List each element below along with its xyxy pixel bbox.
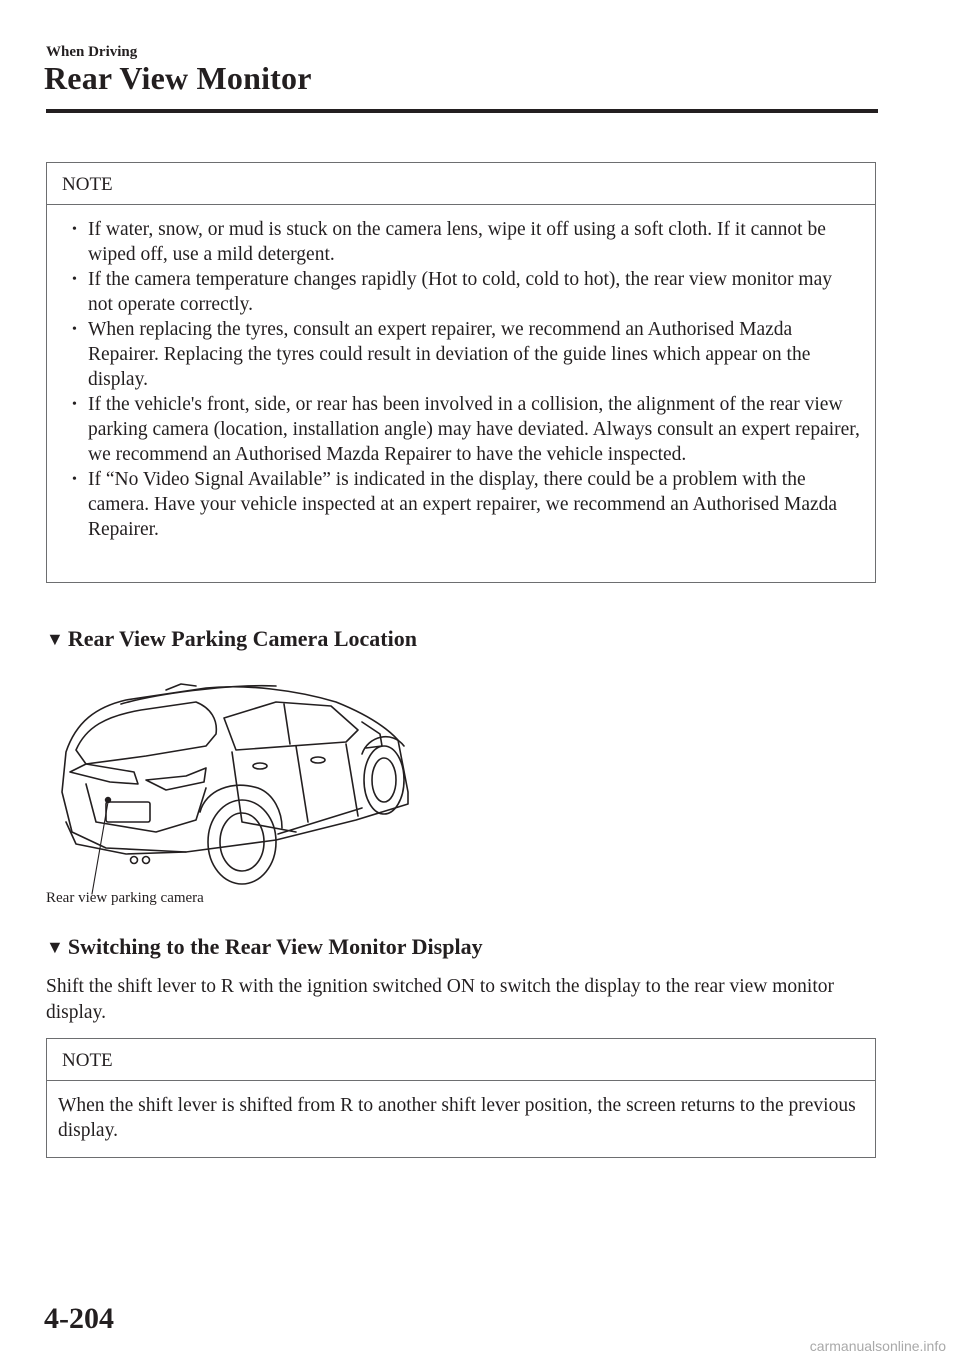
note-box-2 xyxy=(46,1038,876,1158)
car-illustration xyxy=(46,672,426,912)
note-label: NOTE xyxy=(47,163,875,205)
down-triangle-icon: ▼ xyxy=(46,937,64,957)
section-label: When Driving xyxy=(46,44,138,60)
switching-instructions: Shift the shift lever to R with the ignition switched ON to switch the display to the rear view monitor display. xyxy=(46,976,834,1023)
note-item: • When replacing the tyres, consult an expert repairer, we recommend an Authorised Mazda Repairer. Replacing the tyres could result in deviation of the guide lines which appear on the display. xyxy=(61,317,861,392)
note-label: NOTE xyxy=(47,1039,875,1081)
watermark: carmanualsonline.info xyxy=(809,1338,946,1354)
note-item: • If the vehicle's front, side, or rear has been involved in a collision, the alignment of the rear view parking camera (location, installation angle) may have deviated. Always consult an expert repairer, we recommend an Authorised Mazda Repairer to have the vehicle inspected. xyxy=(61,392,861,467)
note-item: • If water, snow, or mud is stuck on the camera lens, wipe it off using a soft cloth. If it cannot be wiped off, use a mild detergent. xyxy=(61,217,861,267)
note-item: • If “No Video Signal Available” is indicated in the display, there could be a problem with the camera. Have your vehicle inspected at an expert repairer, we recommend an Authorised Mazda Repairer. xyxy=(61,467,861,542)
down-triangle-icon: ▼ xyxy=(46,629,64,649)
note-item: • If the camera temperature changes rapidly (Hot to cold, cold to hot), the rear view monitor may not operate correctly. xyxy=(61,267,861,317)
heading-text: Switching to the Rear View Monitor Display xyxy=(67,934,483,959)
heading-switching-display xyxy=(46,934,483,960)
heading-text: Rear View Parking Camera Location xyxy=(67,626,417,651)
title-rule xyxy=(46,109,878,113)
heading-camera-location xyxy=(46,626,417,652)
note-body xyxy=(47,205,875,552)
note-list xyxy=(61,217,861,542)
figure-caption: Rear view parking camera xyxy=(46,890,204,906)
note-box-1 xyxy=(46,162,876,583)
note-text: When the shift lever is shifted from R to another shift lever position, the screen returns to the previous display. xyxy=(58,1095,856,1141)
page-title: Rear View Monitor xyxy=(44,60,312,96)
page-number: 4-204 xyxy=(44,1302,114,1335)
